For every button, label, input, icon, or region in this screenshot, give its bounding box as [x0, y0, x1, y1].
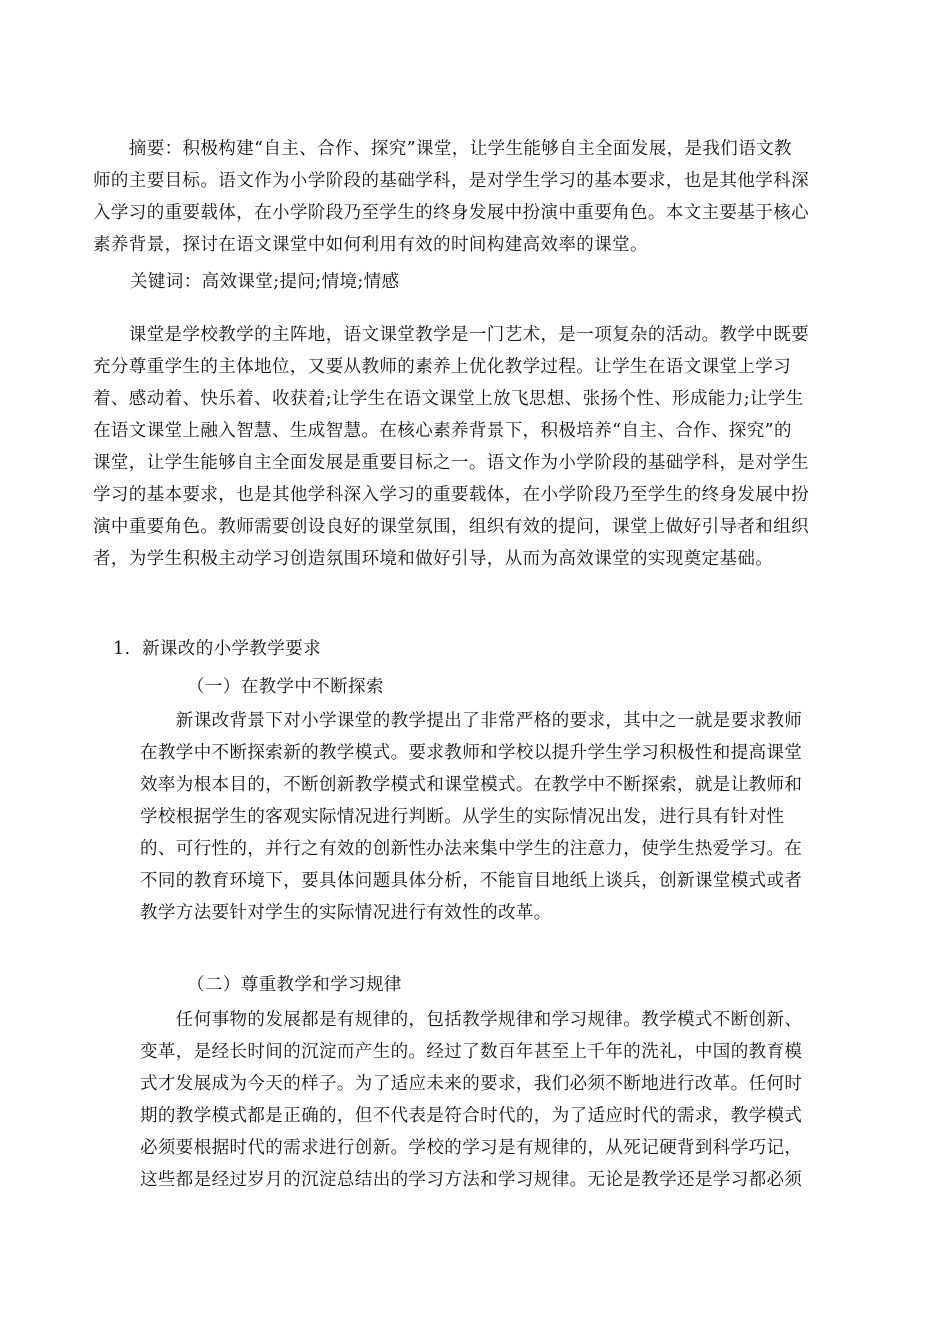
intro-line: 课堂，让学生能够自主全面发展是重要目标之一。语文作为小学阶段的基础学科，是对学生	[93, 453, 809, 473]
intro-line: 充分尊重学生的主体地位，又要从教师的素养上优化教学过程。让学生在语文课堂上学习	[93, 357, 792, 377]
intro-line: 者，为学生积极主动学习创造氛围环境和做好引导，从而为高效课堂的实现奠定基础。	[93, 549, 774, 569]
intro-line: 着、感动着、快乐着、收获着;让学生在语文课堂上放飞思想、张扬个性、形成能力;让学生	[93, 389, 804, 409]
paragraph-line: 在教学中不断探索新的教学模式。要求教师和学校以提升学生学习积极性和提高课堂	[140, 743, 803, 763]
paragraph-line: 必须要根据时代的需求进行创新。学校的学习是有规律的，从死记硬背到科学巧记，	[140, 1138, 803, 1158]
abstract-line: 入学习的重要载体，在小学阶段乃至学生的终身发展中扮演中重要角色。本文主要基于核心	[93, 203, 809, 223]
section-heading-1	[113, 633, 321, 665]
section-number: 1.	[113, 639, 131, 659]
paragraph-line: 效率为根本目的，不断创新教学模式和课堂模式。在教学中不断探索，就是让教师和	[140, 775, 803, 795]
section-title: 新课改的小学教学要求	[142, 639, 321, 659]
subsection-title: （二）尊重教学和学习规律	[187, 975, 402, 995]
paragraph-line: 期的教学模式都是正确的，但不代表是符合时代的，为了适应时代的需求，教学模式	[140, 1106, 803, 1126]
paragraph-line: 变革，是经长时间的沉淀而产生的。经过了数百年甚至上千年的洗礼，中国的教育模	[140, 1042, 803, 1062]
keywords-line	[130, 266, 400, 298]
paragraph-line: 式才发展成为今天的样子。为了适应未来的要求，我们必须不断地进行改革。任何时	[140, 1074, 803, 1094]
abstract-paragraph	[93, 133, 809, 261]
intro-line: 演中重要角色。教师需要创设良好的课堂氛围，组织有效的提问，课堂上做好引导者和组织	[93, 517, 809, 537]
subsection-title: （一）在教学中不断探索	[187, 677, 384, 697]
paragraph-line: 教学方法要针对学生的实际情况进行有效性的改革。	[140, 903, 552, 923]
keywords-text: 关键词：高效课堂;提问;情境;情感	[130, 272, 400, 292]
paragraph-line: 不同的教育环境下，要具体问题具体分析，不能盲目地纸上谈兵，创新课堂模式或者	[140, 871, 803, 891]
paragraph-line: 这些都是经过岁月的沉淀总结出的学习方法和学习规律。无论是教学还是学习都必须	[140, 1170, 803, 1190]
abstract-line: 摘要：积极构建“自主、合作、探究”课堂，让学生能够自主全面发展，是我们语文教	[93, 139, 792, 159]
paragraph-line: 学校根据学生的客观实际情况进行判断。从学生的实际情况出发，进行具有针对性	[140, 807, 785, 827]
subsection-1-paragraph	[140, 705, 802, 929]
paragraph-line: 新课改背景下对小学课堂的教学提出了非常严格的要求，其中之一就是要求教师	[140, 711, 803, 731]
paragraph-line: 任何事物的发展都是有规律的，包括教学规律和学习规律。教学模式不断创新、	[140, 1010, 803, 1030]
abstract-line: 素养背景，探讨在语文课堂中如何利用有效的时间构建高效率的课堂。	[93, 235, 648, 255]
intro-paragraph	[93, 319, 809, 575]
subsection-heading-2	[187, 969, 402, 1001]
intro-line: 在语文课堂上融入智慧、生成智慧。在核心素养背景下，积极培养“自主、合作、探究”的	[93, 421, 792, 441]
paragraph-line: 的、可行性的，并行之有效的创新性办法来集中学生的注意力，使学生热爱学习。在	[140, 839, 803, 859]
subsection-2-paragraph	[140, 1004, 802, 1196]
intro-line: 学习的基本要求，也是其他学科深入学习的重要载体，在小学阶段乃至学生的终身发展中扮	[93, 485, 809, 505]
intro-line: 课堂是学校教学的主阵地，语文课堂教学是一门艺术，是一项复杂的活动。教学中既要	[93, 325, 809, 345]
abstract-line: 师的主要目标。语文作为小学阶段的基础学科，是对学生学习的基本要求，也是其他学科深	[93, 171, 809, 191]
subsection-heading-1	[187, 671, 384, 703]
